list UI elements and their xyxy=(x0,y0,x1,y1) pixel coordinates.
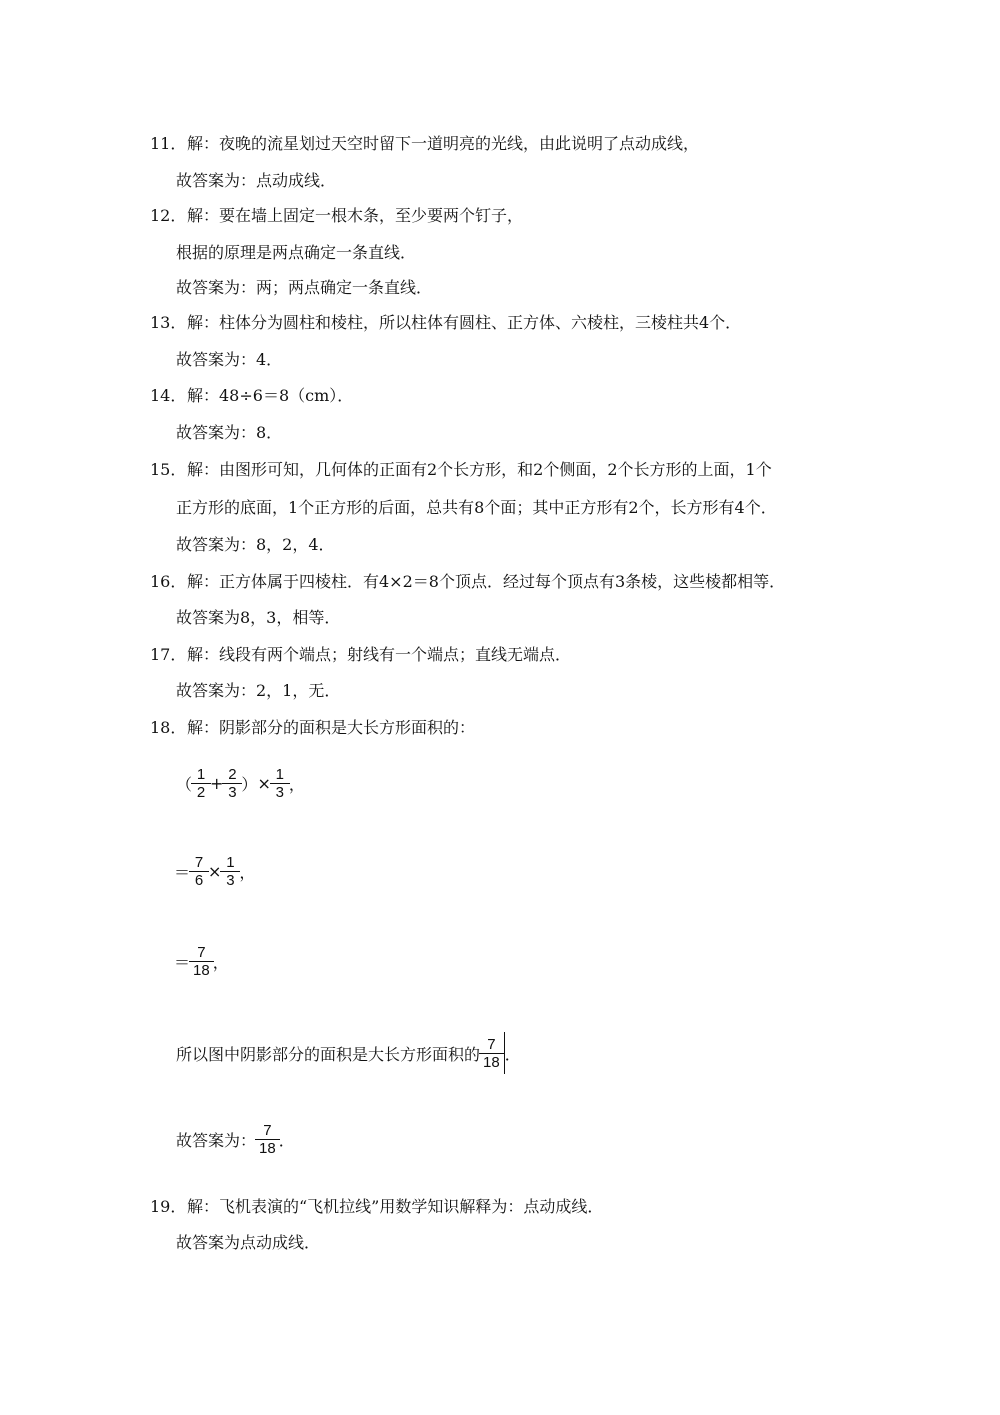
item-13-line-1: 解：柱体分为圆柱和棱柱，所以柱体有圆柱、正方体、六棱柱，三棱柱共4个． xyxy=(187,313,742,332)
numerator: 7 xyxy=(194,854,204,871)
item-number-19: 19． xyxy=(150,1197,187,1216)
answer-label: 故答案为： xyxy=(176,1131,257,1150)
denominator: 3 xyxy=(226,872,235,889)
fraction-7-6 xyxy=(191,854,207,889)
numerator: 1 xyxy=(275,766,285,783)
q18-step-3 xyxy=(174,944,229,979)
item-14-line-1: 解：48÷6＝8（cm）． xyxy=(187,386,354,405)
item-19-line-1: 解：飞机表演的“飞机拉线”用数学知识解释为：点动成线． xyxy=(187,1197,604,1216)
q18-step-2 xyxy=(174,854,255,889)
numerator: 7 xyxy=(263,1122,272,1139)
numerator: 7 xyxy=(197,944,206,961)
item-11-line-2: 故答案为：点动成线． xyxy=(176,171,337,190)
comma: ， xyxy=(212,953,229,972)
item-number-15: 15． xyxy=(150,460,187,479)
close-paren: ） xyxy=(241,775,258,794)
q18-answer xyxy=(176,1122,295,1157)
denominator: 18 xyxy=(193,962,210,979)
fraction-7-18 xyxy=(191,944,212,979)
denominator: 3 xyxy=(228,784,237,801)
item-17-line-2: 故答案为：2，1，无． xyxy=(176,681,341,700)
denominator: 6 xyxy=(194,872,204,889)
conclusion-text: 所以图中阴影部分的面积是大长方形面积的 xyxy=(176,1044,481,1064)
numerator: 1 xyxy=(226,854,235,871)
item-12-line-3: 故答案为：两；两点确定一条直线． xyxy=(176,278,433,297)
item-15-line-2: 正方形的底面，1个正方形的后面，总共有8个面；其中正方形有2个，长方形有4个． xyxy=(176,498,777,517)
item-16-line-2: 故答案为8，3，相等． xyxy=(176,608,341,627)
item-12-line-1: 解：要在墙上固定一根木条，至少要两个钉子， xyxy=(187,206,524,225)
item-number-13: 13． xyxy=(150,313,187,332)
fraction-1-3 xyxy=(222,854,238,889)
plus-sign: + xyxy=(210,774,224,793)
item-15-line-1: 解：由图形可知，几何体的正面有2个长方形，和2个侧面，2个长方形的上面，1个 xyxy=(187,460,772,479)
open-paren: （ xyxy=(176,775,193,794)
item-number-11: 11． xyxy=(150,134,187,153)
fraction-7-18 xyxy=(481,1036,502,1071)
item-number-12: 12． xyxy=(150,206,187,225)
q18-conclusion xyxy=(176,1032,521,1074)
times-sign: × xyxy=(257,774,271,793)
comma: ， xyxy=(288,775,305,794)
numerator: 2 xyxy=(228,766,237,783)
item-17-line-1: 解：线段有两个端点；射线有一个端点；直线无端点． xyxy=(187,645,572,664)
denominator: 18 xyxy=(483,1053,500,1071)
period: ． xyxy=(504,1044,521,1064)
item-number-18: 18． xyxy=(150,718,187,737)
item-11-line-1: 解：夜晚的流星划过天空时留下一道明亮的光线，由此说明了点动成线， xyxy=(187,134,700,153)
denominator: 18 xyxy=(259,1140,276,1157)
item-18-line-1: 解：阴影部分的面积是大长方形面积的： xyxy=(187,718,476,737)
numerator: 1 xyxy=(196,766,206,783)
item-number-16: 16． xyxy=(150,572,187,591)
q18-step-1 xyxy=(176,766,305,801)
denominator: 3 xyxy=(275,784,285,801)
item-12-line-2: 根据的原理是两点确定一条直线． xyxy=(176,243,417,262)
times-sign: × xyxy=(208,862,222,881)
equals-sign: ＝ xyxy=(174,863,191,882)
item-16-line-1: 解：正方体属于四棱柱．有4×2＝8个顶点．经过每个顶点有3条棱，这些棱都相等． xyxy=(187,572,786,591)
item-15-line-3: 故答案为：8，2，4． xyxy=(176,535,335,554)
period: ． xyxy=(278,1131,295,1150)
item-13-line-2: 故答案为：4． xyxy=(176,350,283,369)
equals-sign: ＝ xyxy=(174,953,191,972)
numerator: 7 xyxy=(487,1035,496,1053)
item-14-line-2: 故答案为：8． xyxy=(176,423,283,442)
item-19-line-2: 故答案为点动成线． xyxy=(176,1233,321,1252)
item-number-17: 17． xyxy=(150,645,187,664)
fraction-2-3 xyxy=(224,766,240,801)
item-number-14: 14． xyxy=(150,386,187,405)
comma: ， xyxy=(239,863,256,882)
fraction-7-18 xyxy=(257,1122,278,1157)
fraction-1-2 xyxy=(193,766,209,801)
fraction-1-3 xyxy=(272,766,288,801)
denominator: 2 xyxy=(196,784,206,801)
